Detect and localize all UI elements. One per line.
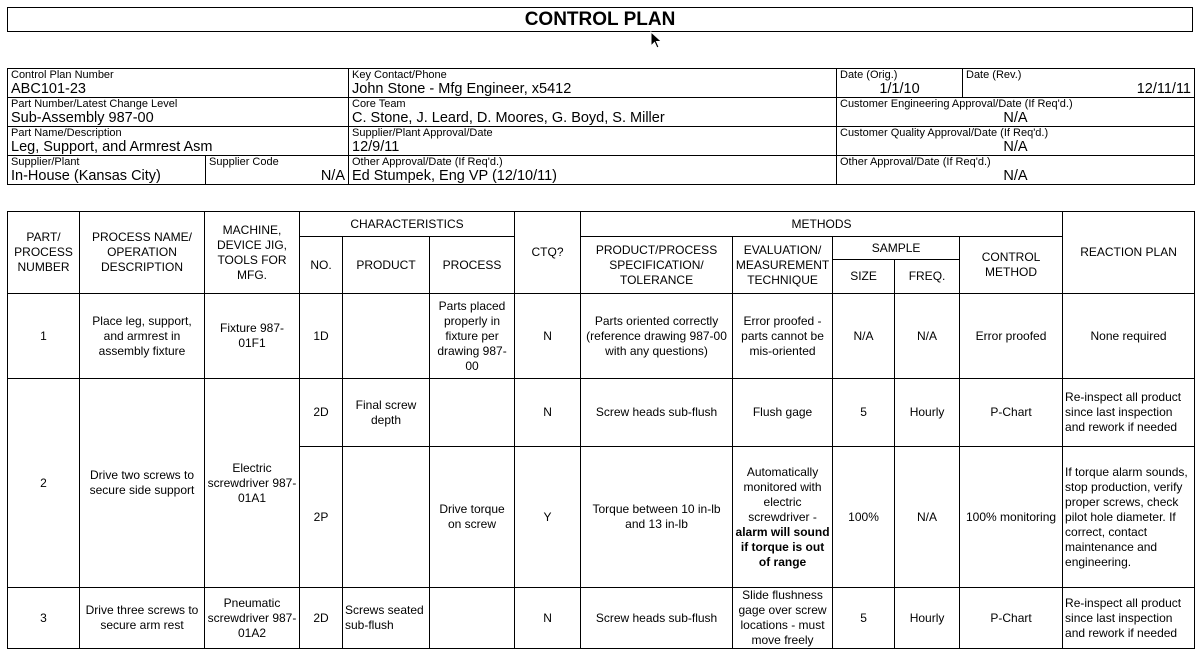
row-no: 2D [300,588,343,649]
header-row-4 [8,156,1195,185]
supplier-approval: 12/9/11 [352,139,400,155]
row-spec: Screw heads sub-flush [581,588,733,649]
row-control-method: P-Chart [960,588,1063,649]
row-number: 1 [8,294,80,379]
control-plan-table [7,211,1195,649]
col-evaluation: EVALUATION/ MEASUREMENT TECHNIQUE [733,237,833,294]
date-orig: 1/1/10 [879,81,920,97]
supplier-code-cell: Supplier Code N/A [206,156,349,185]
header-row-3 [8,127,1195,156]
row-reaction-plan: None required [1063,294,1195,379]
row-spec: Torque between 10 in-lb and 13 in-lb [581,447,733,588]
col-control-method: CONTROL METHOD [960,237,1063,294]
row-ctq: N [515,588,581,649]
row-no: 1D [300,294,343,379]
supplier-plant: In-House (Kansas City) [11,168,161,184]
part-name-cell: Part Name/Description Leg, Support, and Armrest Asm [8,127,349,156]
table-row [8,294,1195,379]
row-number: 3 [8,588,80,649]
row-product: Screws seated sub-flush [343,588,430,649]
mouse-cursor-icon [650,31,666,51]
part-name: Leg, Support, and Armrest Asm [11,139,213,155]
column-header-row-1 [8,212,1195,237]
col-size: SIZE [833,260,895,294]
row-size: N/A [833,294,895,379]
col-spec: PRODUCT/PROCESS SPECIFICATION/ TOLERANCE [581,237,733,294]
supplier-approval-cell: Supplier/Plant Approval/Date 12/9/11 [349,127,837,156]
row-size: 5 [833,588,895,649]
row-evaluation: Flush gage [733,379,833,447]
row-product: Final screw depth [343,379,430,447]
row-process [430,588,515,649]
row-evaluation [733,447,833,588]
row-number: 2 [8,379,80,588]
col-sample: SAMPLE [833,237,960,260]
row-reaction-plan: Re-inspect all product since last inspection and rework if needed [1063,379,1195,447]
col-freq: FREQ. [895,260,960,294]
row-freq: Hourly [895,379,960,447]
row-ctq: N [515,379,581,447]
row-size: 5 [833,379,895,447]
control-plan-number: ABC101-23 [11,81,86,97]
customer-engineering-approval-cell: Customer Engineering Approval/Date (If Req'd.) N/A [837,98,1195,127]
other-approval-cell: Other Approval/Date (If Req'd.) Ed Stumpek, Eng VP (12/10/11) [349,156,837,185]
date-rev: 12/11/11 [1136,81,1191,97]
row-freq: N/A [895,447,960,588]
row-evaluation: Slide flushness gage over screw locations - must move freely [733,588,833,649]
row-control-method: Error proofed [960,294,1063,379]
table-row [8,588,1195,649]
customer-engineering-approval: N/A [1003,110,1028,126]
part-number-cell: Part Number/Latest Change Level Sub-Assembly 987-00 [8,98,349,127]
row-process: Drive torque on screw [430,447,515,588]
row-reaction-plan: Re-inspect all product since last inspection and rework if needed [1063,588,1195,649]
core-team-cell: Core Team C. Stone, J. Leard, D. Moores, G. Boyd, S. Miller [349,98,837,127]
supplier-code: N/A [320,168,345,184]
row-control-method: 100% monitoring [960,447,1063,588]
key-contact-cell: Key Contact/Phone John Stone - Mfg Engineer, x5412 [349,69,837,98]
header-row-2 [8,98,1195,127]
row-process-name: Drive two screws to secure side support [80,379,205,588]
core-team: C. Stone, J. Leard, D. Moores, G. Boyd, S. Miller [352,110,665,126]
row-spec: Screw heads sub-flush [581,379,733,447]
row-spec: Parts oriented correctly (reference drawing 987-00 with any questions) [581,294,733,379]
row-product [343,447,430,588]
col-process-name: PROCESS NAME/ OPERATION DESCRIPTION [80,212,205,294]
evaluation-text: Automatically monitored with electric screwdriver - [743,464,822,524]
key-contact: John Stone - Mfg Engineer, x5412 [352,81,572,97]
customer-quality-approval-cell: Customer Quality Approval/Date (If Req'd.) N/A [837,127,1195,156]
col-part-process-number: PART/ PROCESS NUMBER [8,212,80,294]
col-product: PRODUCT [343,237,430,294]
col-process: PROCESS [430,237,515,294]
col-machine: MACHINE, DEVICE JIG, TOOLS FOR MFG. [205,212,300,294]
date-orig-cell: Date (Orig.) 1/1/10 [837,69,963,98]
row-process [430,379,515,447]
col-reaction-plan: REACTION PLAN [1063,212,1195,294]
supplier-plant-cell: Supplier/Plant In-House (Kansas City) [8,156,206,185]
part-number: Sub-Assembly 987-00 [11,110,154,126]
row-no: 2P [300,447,343,588]
row-freq: N/A [895,294,960,379]
customer-quality-approval: N/A [1003,139,1028,155]
table-row [8,379,1195,447]
row-process-name: Place leg, support, and armrest in assembly fixture [80,294,205,379]
row-evaluation: Error proofed - parts cannot be mis-oriented [733,294,833,379]
col-methods: METHODS [581,212,1063,237]
other-approval-2: N/A [1003,168,1028,184]
other-approval: Ed Stumpek, Eng VP (12/10/11) [352,168,558,184]
row-machine: Fixture 987-01F1 [205,294,300,379]
row-reaction-plan: If torque alarm sounds, stop production, verify proper screws, check pilot hole diameter. If correct, contact maintenance and engineering. [1063,447,1195,588]
other-approval-2-cell: Other Approval/Date (If Req'd.) N/A [837,156,1195,185]
row-product [343,294,430,379]
row-ctq: N [515,294,581,379]
row-size: 100% [833,447,895,588]
col-no: NO. [300,237,343,294]
row-machine: Pneumatic screwdriver 987-01A2 [205,588,300,649]
control-plan-header-table [7,68,1195,185]
row-ctq: Y [515,447,581,588]
row-control-method: P-Chart [960,379,1063,447]
row-machine: Electric screwdriver 987-01A1 [205,379,300,588]
page-title: CONTROL PLAN [7,7,1193,32]
row-process: Parts placed properly in fixture per drawing 987-00 [430,294,515,379]
header-row-1 [8,69,1195,98]
control-plan-number-cell: Control Plan Number ABC101-23 [8,69,349,98]
row-process-name: Drive three screws to secure arm rest [80,588,205,649]
col-ctq: CTQ? [515,212,581,294]
evaluation-alarm-text: alarm will sound if torque is out of range [735,524,830,569]
row-freq: Hourly [895,588,960,649]
date-rev-cell: Date (Rev.) 12/11/11 [963,69,1195,98]
col-characteristics: CHARACTERISTICS [300,212,515,237]
row-no: 2D [300,379,343,447]
